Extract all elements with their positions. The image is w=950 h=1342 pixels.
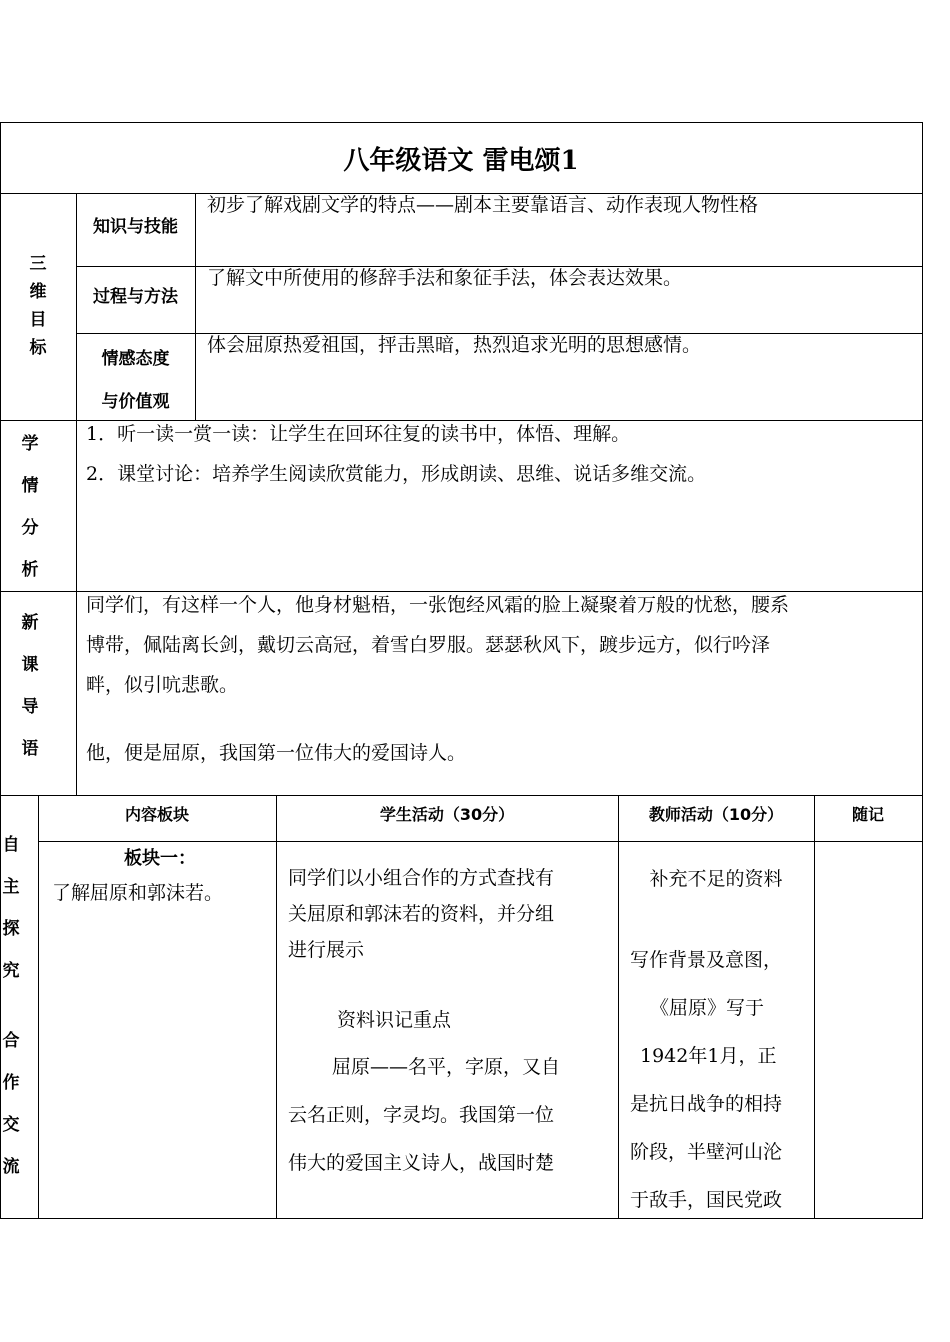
goal-label-process: 过程与方法	[93, 287, 178, 307]
side-char: 语	[21, 739, 39, 759]
student-detail-line: 伟大的爱国主义诗人，战国时楚	[288, 1152, 555, 1174]
side-char: 维	[29, 282, 47, 302]
goals-side-label	[0, 250, 76, 362]
side-char: 学	[21, 434, 39, 454]
intro-bottom-border	[0, 795, 923, 796]
student-detail-text	[288, 1043, 612, 1187]
student-subheading: 资料识记重点	[337, 1009, 452, 1031]
side-char: 导	[21, 697, 39, 717]
teacher-line: 1942年1月，正	[640, 1045, 777, 1067]
intro-line: 他，便是屈原，我国第一位伟大的爱国诗人。	[86, 742, 467, 764]
side-char: 新	[21, 613, 39, 633]
side-char: 作	[2, 1073, 20, 1093]
side-char: 流	[2, 1157, 20, 1177]
intro-line: 畔，似引吭悲歌。	[86, 674, 239, 696]
student-detail-line: 云名正则，字灵均。我国第一位	[288, 1104, 555, 1126]
teacher-line-0: 补充不足的资料	[649, 868, 783, 890]
goal-text-process: 了解文中所使用的修辞手法和象征手法，体会表达效果。	[207, 267, 683, 289]
side-char: 自	[2, 835, 20, 855]
goal-label-line: 情感态度	[101, 349, 170, 369]
side-char: 三	[29, 254, 47, 274]
content-col-divider	[276, 795, 277, 1219]
activity-side-label	[0, 824, 22, 1188]
intro-text	[86, 585, 916, 773]
side-char	[0, 992, 22, 1020]
teacher-line: 《屈原》写于	[650, 997, 765, 1019]
table-top-border	[0, 122, 923, 123]
goal-label-divider	[195, 193, 196, 421]
table-right-border	[922, 122, 923, 1219]
goal-text-knowledge: 初步了解戏剧文学的特点——剧本主要靠语言、动作表现人物性格	[207, 194, 759, 216]
teacher-col-divider	[814, 795, 815, 1219]
page-title: 八年级语文 雷电颂1	[343, 146, 579, 176]
analysis-line: 1．听一读一赏一读：让学生在回环往复的读书中，体悟、理解。	[86, 423, 631, 445]
header-student-activity: 学生活动（30分）	[379, 805, 515, 824]
goal-label-line: 与价值观	[101, 392, 170, 412]
student-line: 关屈原和郭沫若的资料，并分组	[288, 903, 555, 925]
goal-text-attitude: 体会屈原热爱祖国，抨击黑暗，热烈追求光明的思想感情。	[207, 334, 702, 356]
teacher-line: 阶段，半壁河山沦	[630, 1141, 783, 1163]
teacher-activity-text	[630, 936, 812, 1224]
side-char: 主	[2, 877, 20, 897]
student-detail-line: 屈原——名平，字原，又自	[332, 1056, 561, 1078]
side-char: 析	[21, 560, 39, 580]
header-teacher-activity: 教师活动（10分）	[648, 805, 784, 824]
intro-line: 同学们，有这样一个人，他身材魁梧，一张饱经风霜的脸上凝聚着万般的忧愁，腰系	[86, 594, 790, 616]
intro-side-label	[0, 602, 60, 770]
teacher-line: 于敌手，国民党政	[630, 1189, 783, 1211]
side-char: 课	[21, 655, 39, 675]
side-char: 合	[2, 1031, 20, 1051]
side-char: 分	[21, 518, 39, 538]
analysis-line: 2．课堂讨论：培养学生阅读欣赏能力，形成朗读、思维、说话多维交流。	[86, 463, 707, 485]
teacher-line: 写作背景及意图，	[630, 949, 783, 971]
header-notes: 随记	[851, 805, 884, 824]
side-char: 标	[29, 338, 47, 358]
analysis-side-label	[0, 423, 60, 591]
activity-header-border	[38, 841, 923, 842]
side-char: 情	[21, 476, 39, 496]
goal-label-attitude	[76, 338, 195, 424]
student-activity-text	[288, 860, 612, 968]
student-line: 同学们以小组合作的方式查找有	[288, 867, 555, 889]
block-text: 了解屈原和郭沫若。	[52, 882, 224, 904]
header-content-block: 内容板块	[124, 805, 189, 824]
analysis-text	[86, 414, 916, 494]
activity-side-divider	[38, 795, 39, 1219]
teacher-line: 是抗日战争的相持	[630, 1093, 783, 1115]
student-col-divider	[618, 795, 619, 1219]
intro-line: 博带，佩陆离长剑，戴切云高冠，着雪白罗服。瑟瑟秋风下，踱步远方，似行吟泽	[86, 634, 771, 656]
goal-label-knowledge: 知识与技能	[93, 217, 178, 237]
side-char: 探	[2, 919, 20, 939]
block-title: 板块一：	[124, 848, 196, 869]
side-char: 交	[2, 1115, 20, 1135]
side-char: 目	[29, 310, 47, 330]
side-char: 究	[2, 961, 20, 981]
student-line: 进行展示	[288, 939, 365, 961]
